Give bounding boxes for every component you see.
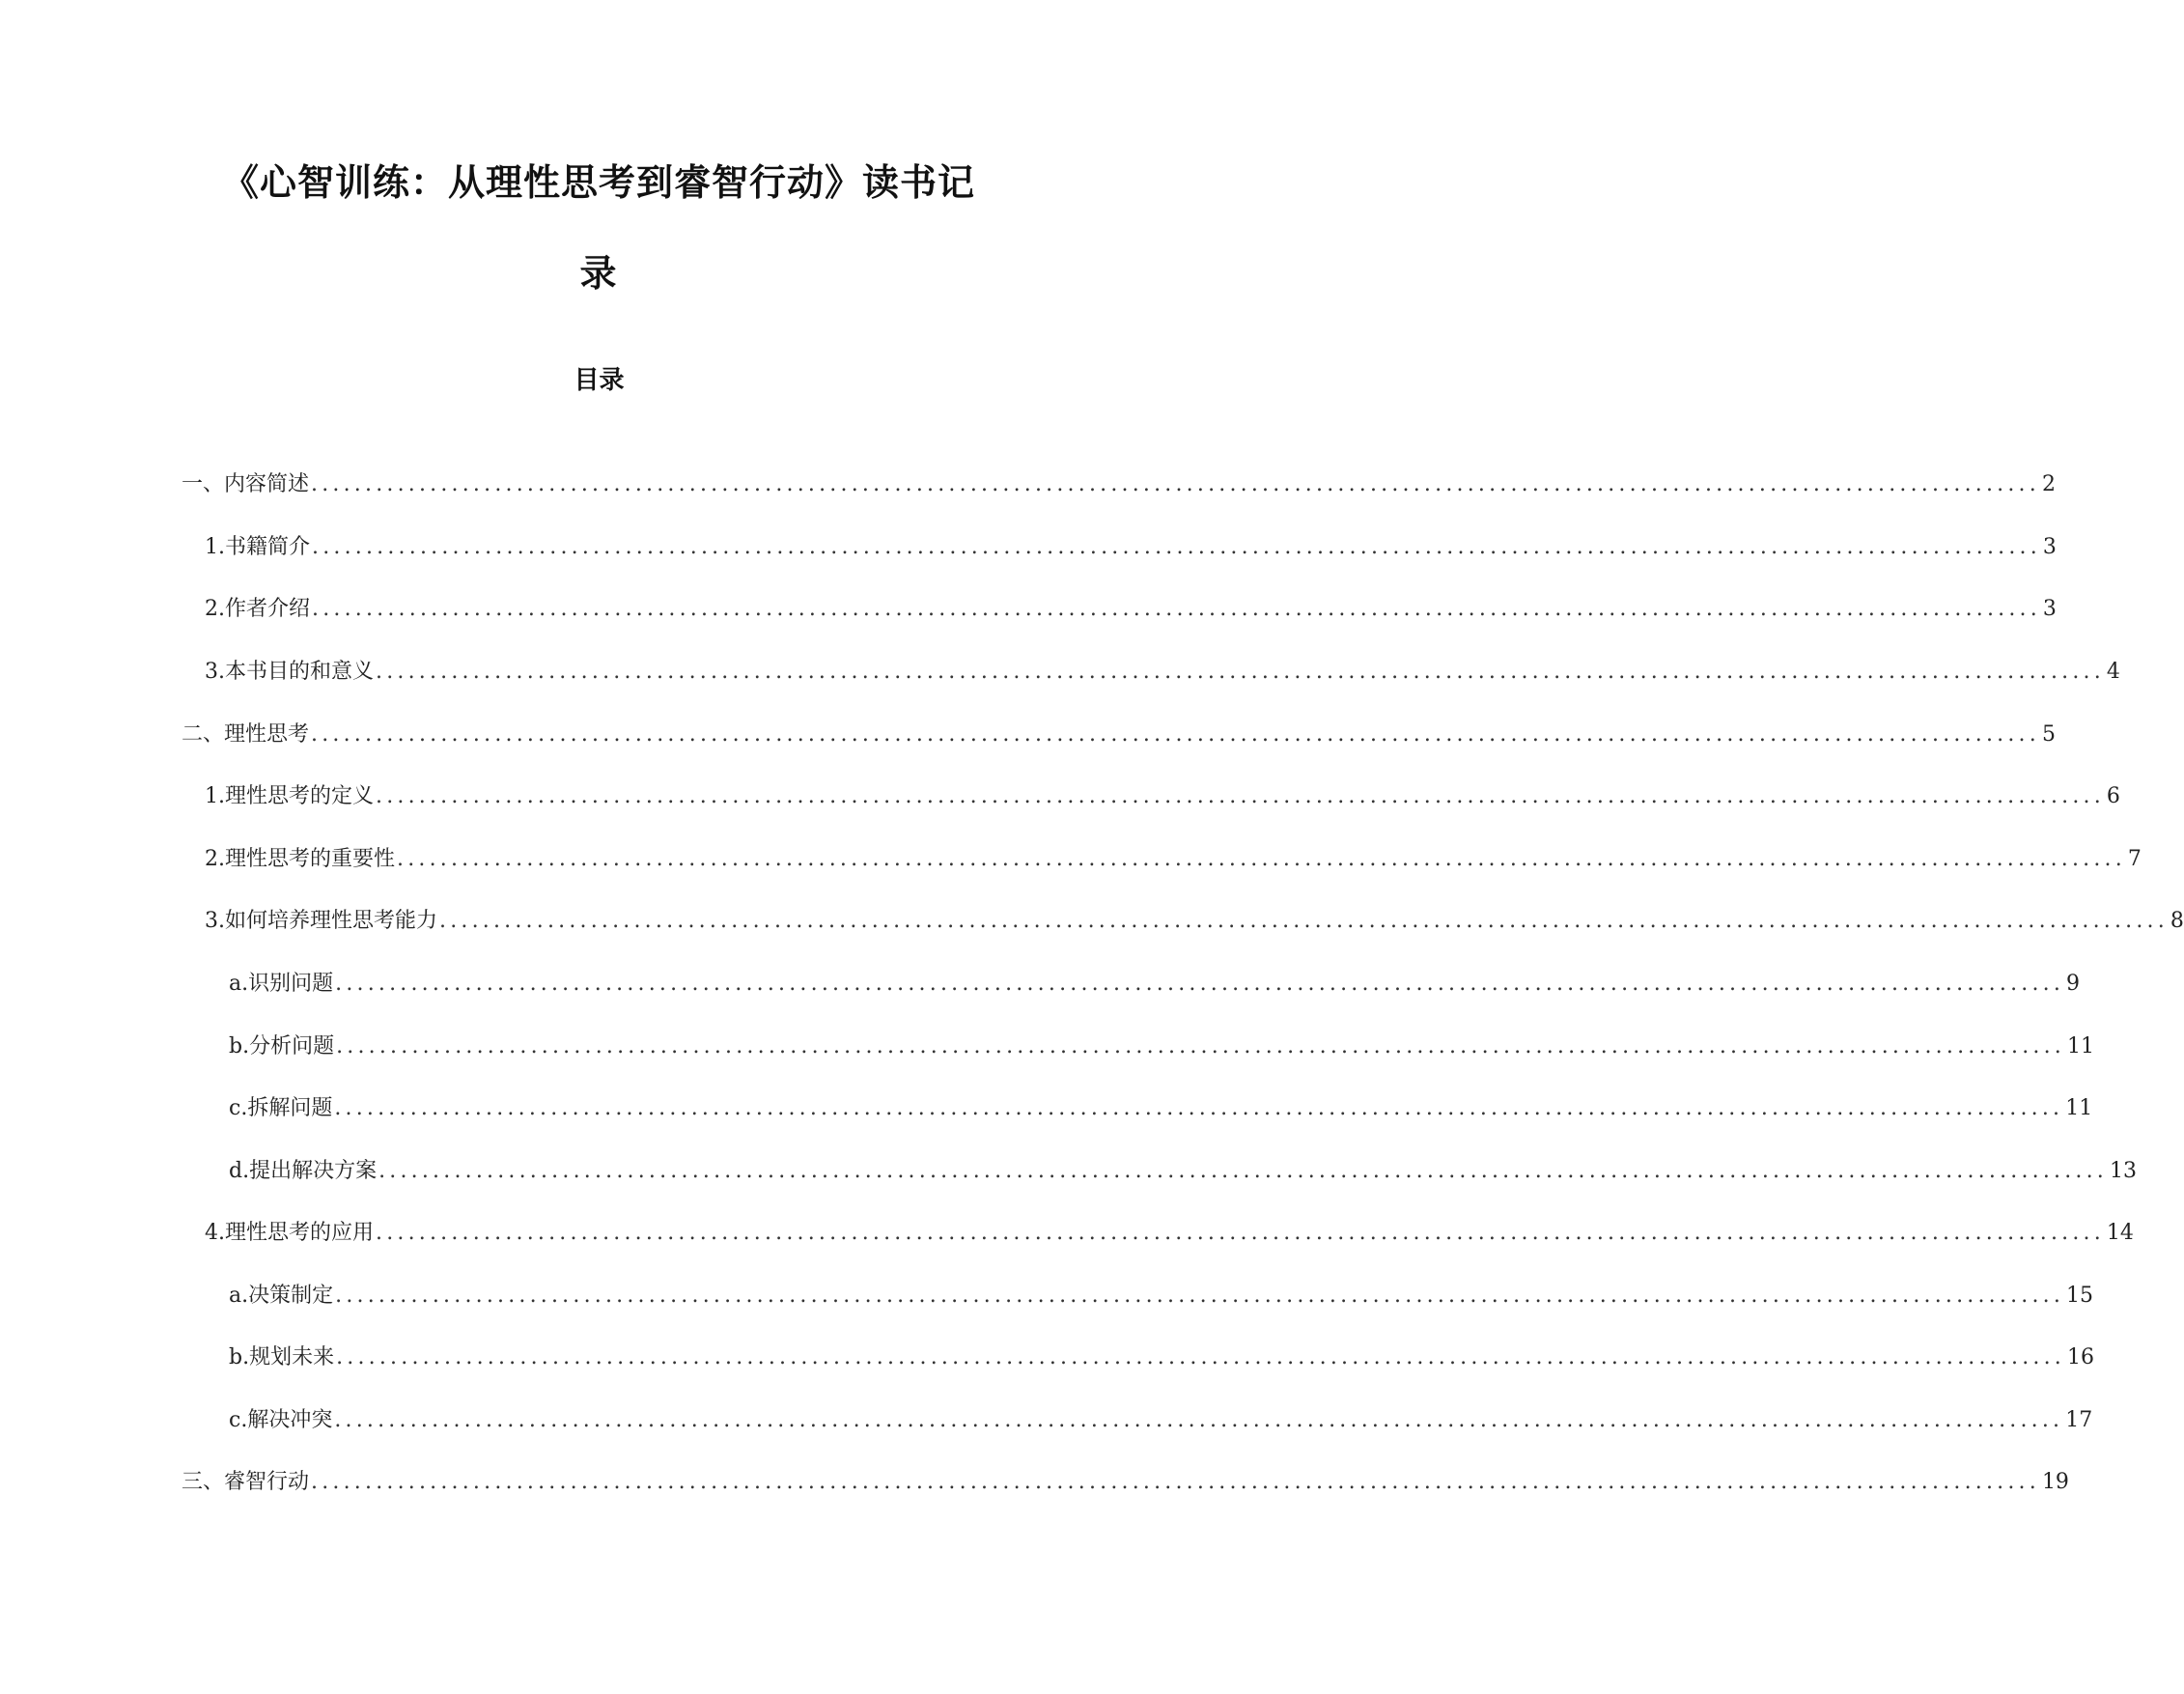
toc-leader-dots: ................................................................................................................................................................ bbox=[376, 660, 2105, 684]
toc-entry-number: b. bbox=[229, 1345, 250, 1369]
toc-entry-label: 决策制定 bbox=[248, 1284, 334, 1308]
toc-entry-label: 本书目的和意义 bbox=[225, 660, 375, 684]
toc-leader-dots: ................................................................................................................................................................ bbox=[336, 1034, 2065, 1059]
toc-entry-page: 11 bbox=[2065, 1096, 2093, 1120]
toc-entry[interactable] bbox=[229, 1091, 2093, 1126]
toc-entry[interactable] bbox=[229, 967, 2081, 1002]
toc-entry-label: 理性思考的重要性 bbox=[225, 847, 396, 871]
toc-entry-label: 内容简述 bbox=[224, 472, 310, 496]
toc-entry-label: 解决冲突 bbox=[247, 1408, 333, 1432]
toc-leader-dots: ................................................................................................................................................................ bbox=[311, 472, 2040, 496]
toc-entry-page: 6 bbox=[2106, 784, 2120, 808]
toc-entry[interactable] bbox=[205, 904, 2184, 939]
toc-leader-dots: ................................................................................................................................................................ bbox=[335, 972, 2065, 996]
toc-leader-dots: ................................................................................................................................................................ bbox=[311, 1470, 2040, 1494]
toc-leader-dots: ................................................................................................................................................................ bbox=[312, 535, 2041, 559]
toc-entry-number: d. bbox=[229, 1159, 250, 1183]
toc-leader-dots: ................................................................................................................................................................ bbox=[336, 1345, 2065, 1369]
toc-entry-page: 3 bbox=[2042, 535, 2057, 559]
toc-leader-dots: ................................................................................................................................................................ bbox=[334, 1096, 2064, 1120]
toc-entry-page: 14 bbox=[2106, 1221, 2134, 1245]
toc-entry[interactable] bbox=[229, 1341, 2094, 1375]
toc-entry[interactable] bbox=[205, 655, 2120, 690]
toc-entry-page: 17 bbox=[2065, 1408, 2093, 1432]
toc-entry-number: a. bbox=[229, 1284, 249, 1308]
toc-entry-number: 3. bbox=[205, 660, 225, 684]
toc-entry-number: 4. bbox=[205, 1221, 225, 1245]
toc-entry-label: 理性思考的应用 bbox=[225, 1221, 375, 1245]
toc-entry-number: 2. bbox=[205, 597, 225, 621]
toc-entry-page: 15 bbox=[2066, 1284, 2094, 1308]
toc-entry[interactable] bbox=[205, 592, 2057, 627]
toc-entry-label: 理性思考的定义 bbox=[225, 784, 375, 808]
toc-entry[interactable] bbox=[229, 1279, 2094, 1313]
toc-entry-label: 拆解问题 bbox=[247, 1096, 333, 1120]
toc-leader-dots: ................................................................................................................................................................ bbox=[378, 1159, 2108, 1183]
toc-entry-number: b. bbox=[229, 1034, 250, 1059]
toc-entry-label: 提出解决方案 bbox=[249, 1159, 378, 1183]
toc-entry[interactable] bbox=[182, 1465, 2069, 1500]
toc-entry-page: 3 bbox=[2042, 597, 2057, 621]
toc-entry-page: 8 bbox=[2170, 909, 2184, 933]
toc-entry-label: 作者介绍 bbox=[225, 597, 311, 621]
toc-leader-dots: ................................................................................................................................................................ bbox=[376, 1221, 2105, 1245]
toc-entry-number: 1. bbox=[205, 535, 225, 559]
toc-entry-page: 5 bbox=[2041, 722, 2056, 747]
toc-entry-page: 19 bbox=[2041, 1470, 2069, 1494]
toc-leader-dots: ................................................................................................................................................................ bbox=[311, 722, 2040, 747]
toc-entry-label: 规划未来 bbox=[249, 1345, 335, 1369]
toc-leader-dots: ................................................................................................................................................................ bbox=[376, 784, 2105, 808]
toc-entry-number: a. bbox=[229, 972, 249, 996]
toc-entry-number: 2. bbox=[205, 847, 225, 871]
toc-heading: 目录 bbox=[574, 366, 625, 395]
toc-entry-number: c. bbox=[229, 1408, 248, 1432]
toc-leader-dots: ................................................................................................................................................................ bbox=[312, 597, 2041, 621]
toc-entry-label: 书籍简介 bbox=[225, 535, 311, 559]
toc-entry-page: 9 bbox=[2066, 972, 2081, 996]
toc-entry[interactable] bbox=[205, 842, 2142, 877]
toc-leader-dots: ................................................................................................................................................................ bbox=[397, 847, 2126, 871]
toc-entry[interactable] bbox=[205, 779, 2120, 814]
toc-entry-label: 分析问题 bbox=[249, 1034, 335, 1059]
toc-entry[interactable] bbox=[229, 1154, 2137, 1189]
toc-entry-number: 三、 bbox=[182, 1470, 225, 1494]
toc-entry-number: 3. bbox=[205, 909, 225, 933]
toc-entry[interactable] bbox=[205, 1216, 2134, 1251]
toc-entry-label: 理性思考 bbox=[224, 722, 310, 747]
toc-entry-page: 16 bbox=[2067, 1345, 2094, 1369]
toc-leader-dots: ................................................................................................................................................................ bbox=[334, 1408, 2064, 1432]
toc-leader-dots: ................................................................................................................................................................ bbox=[439, 909, 2169, 933]
toc-entry-page: 2 bbox=[2041, 472, 2056, 496]
toc-entry-number: 一、 bbox=[182, 472, 225, 496]
toc-entry-number: c. bbox=[229, 1096, 248, 1120]
toc-entry-page: 11 bbox=[2067, 1034, 2094, 1059]
toc-leader-dots: ................................................................................................................................................................ bbox=[335, 1284, 2065, 1308]
toc-entry-number: 二、 bbox=[182, 722, 225, 747]
document-title: 《心智训练：从理性思考到睿智行动》读书记录 bbox=[221, 161, 975, 295]
toc-entry-page: 7 bbox=[2127, 847, 2142, 871]
toc-entry[interactable] bbox=[229, 1030, 2094, 1064]
toc-entry-page: 13 bbox=[2110, 1159, 2137, 1183]
toc-entry-label: 识别问题 bbox=[248, 972, 334, 996]
toc-entry[interactable] bbox=[182, 718, 2056, 752]
toc-entry-label: 如何培养理性思考能力 bbox=[225, 909, 438, 933]
toc-entry-label: 睿智行动 bbox=[224, 1470, 310, 1494]
toc-entry[interactable] bbox=[229, 1403, 2093, 1438]
toc-entry-page: 4 bbox=[2106, 660, 2120, 684]
toc-entry[interactable] bbox=[182, 467, 2056, 502]
toc-entry-number: 1. bbox=[205, 784, 225, 808]
toc-entry[interactable] bbox=[205, 530, 2057, 565]
